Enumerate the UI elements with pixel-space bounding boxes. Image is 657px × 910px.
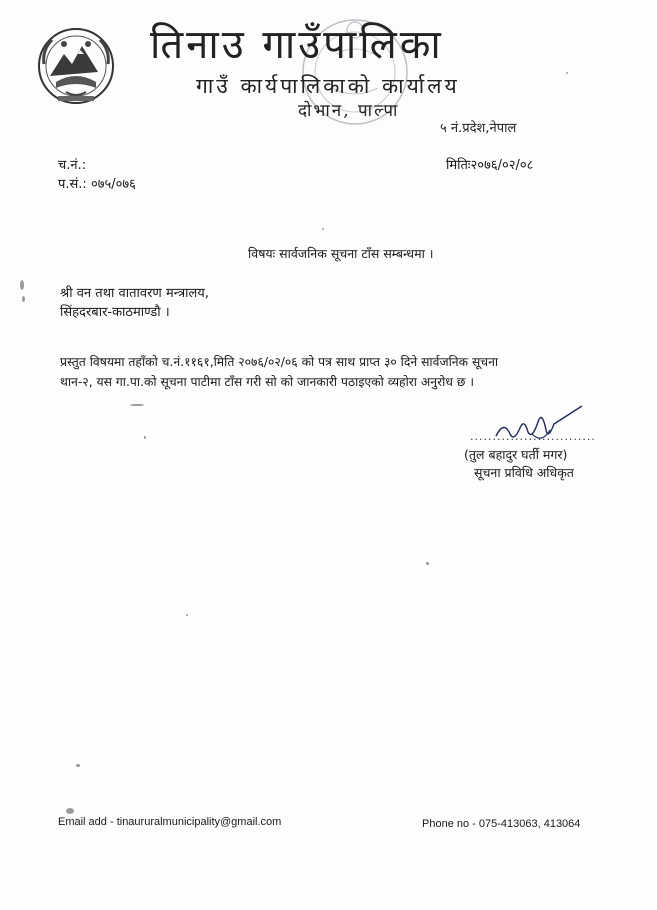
letter-date: मितिः२०७६/०२/०८ (446, 158, 534, 173)
scan-speck (22, 296, 25, 302)
letter-number: प.सं.: ०७५/०७६ (58, 177, 136, 192)
body-line-2: थान-२, यस गा.पा.को सूचना पाटीमा टाँस गरी सो को जानकारी पठाइएको व्यहोरा अनुरोध छ । (60, 375, 474, 389)
signature-line: ............................ (470, 430, 596, 443)
signatory-name: (तुल बहादुर घर्ती मगर) (464, 447, 568, 462)
scan-speck (566, 72, 568, 74)
body-line-1: प्रस्तुत विषयमा तहाँको च.नं.११६१,मिति २०७६/०२/०६ को पत्र साथ प्राप्त ३० दिने सार्वजनिक सूचना (60, 355, 499, 369)
province-label: ५ नं.प्रदेश,नेपाल (440, 121, 517, 136)
nepal-emblem-icon (36, 24, 116, 108)
scan-speck (76, 764, 80, 767)
scan-speck (144, 436, 146, 439)
addressee-line-2: सिंहदरबार-काठमाण्डौ । (60, 305, 170, 320)
addressee-line-1: श्री वन तथा वातावरण मन्त्रालय, (60, 286, 209, 301)
signatory-title: सूचना प्रविधि अधिकृत (474, 465, 574, 480)
footer-email: Email add - tinaururalmunicipality@gmail.com (58, 816, 282, 828)
scan-speck (66, 808, 74, 814)
office-name: गाउँ कार्यपालिकाको कार्यालय (196, 74, 460, 98)
footer-phone: Phone no - 075-413063, 413064 (422, 818, 581, 830)
scan-speck (20, 280, 24, 290)
scan-speck (130, 404, 144, 406)
scan-speck (322, 228, 324, 230)
scan-speck (186, 614, 188, 616)
office-location: दोभान, पाल्पा (298, 101, 400, 121)
letter-subject: विषयः सार्वजनिक सूचना टाँस सम्बन्धमा । (248, 246, 434, 261)
dispatch-number: च.नं.: (58, 158, 87, 173)
scan-speck (426, 562, 429, 565)
municipality-name: तिनाउ गाउँपालिका (150, 22, 444, 68)
